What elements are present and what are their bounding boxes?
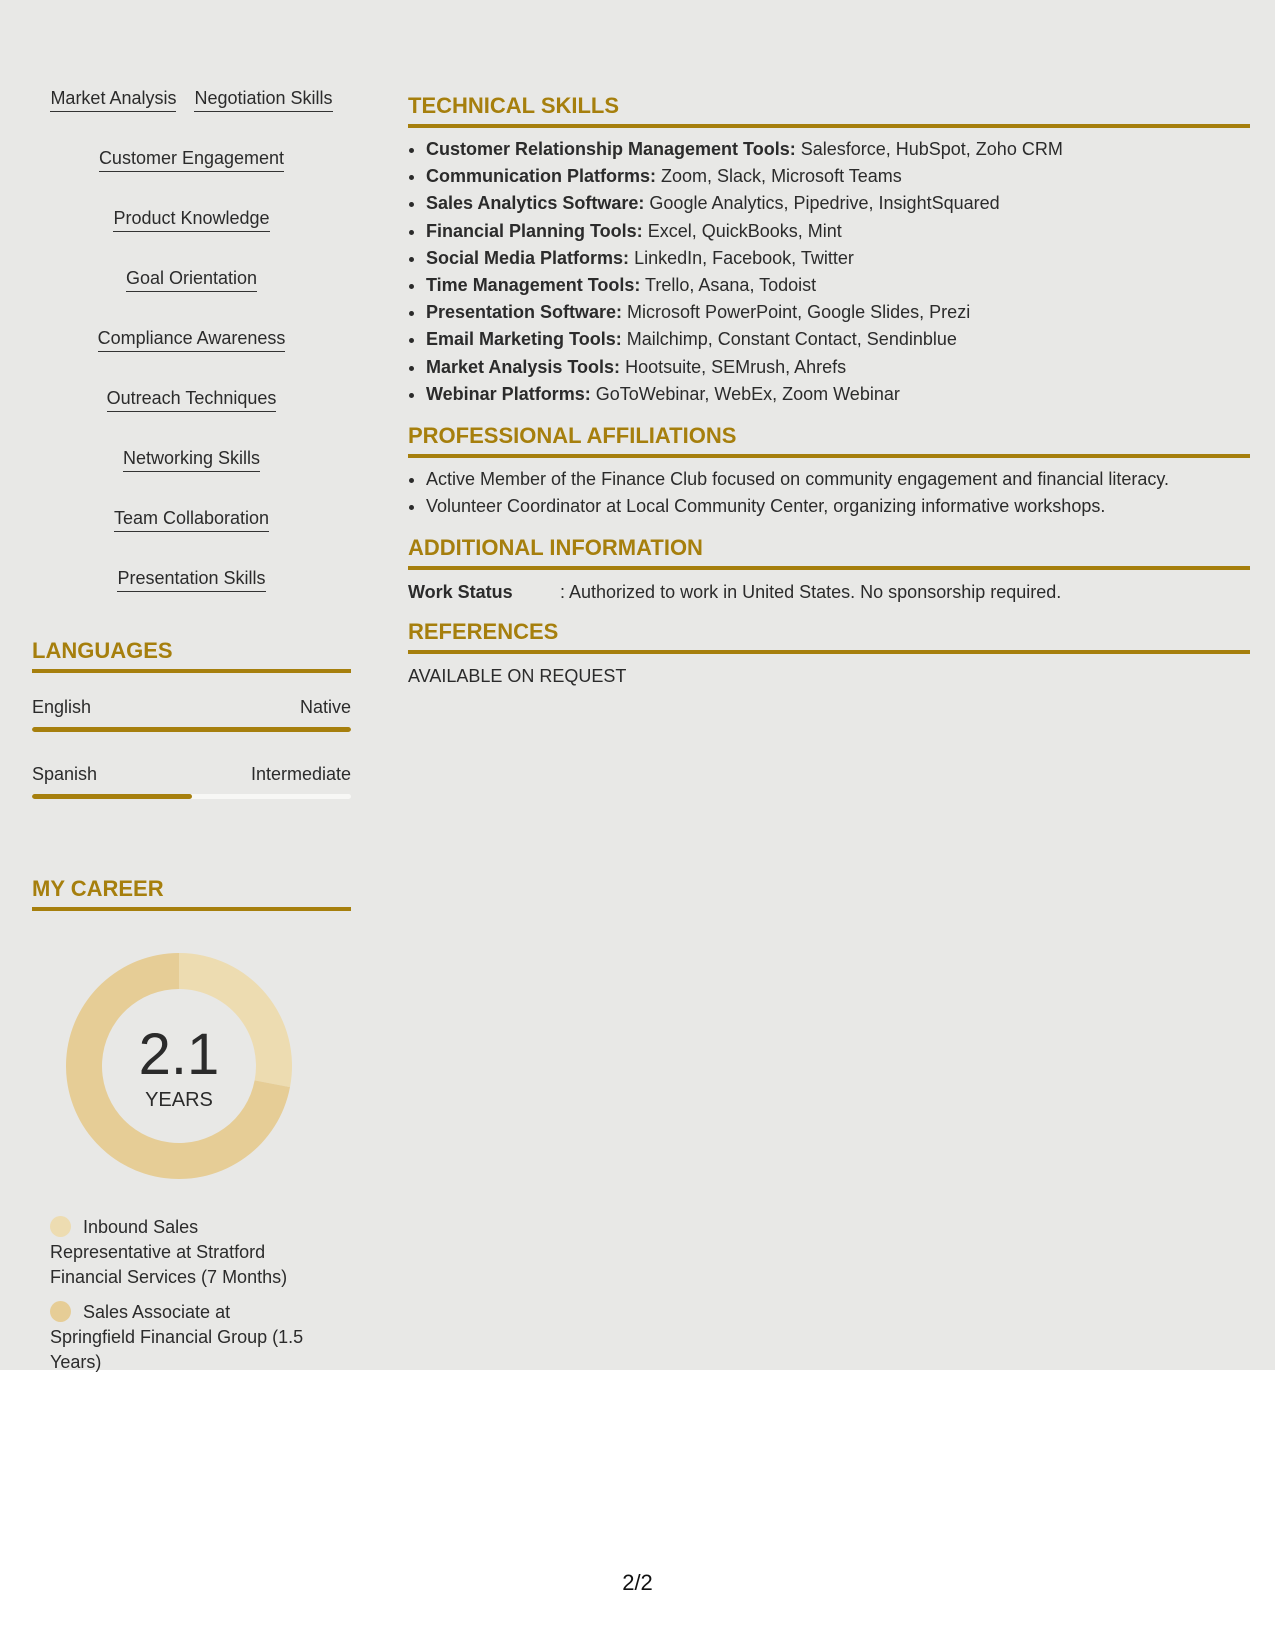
list-item: • Webinar Platforms: GoToWebinar, WebEx, Zoom Webinar	[426, 381, 1250, 408]
career-total-value: 2.1	[138, 1022, 220, 1087]
skill-tag: Product Knowledge	[113, 206, 269, 232]
skill-tag: Compliance Awareness	[98, 326, 286, 352]
language-name: English	[32, 697, 92, 717]
career-donut-chart	[66, 953, 292, 1179]
list-item: • Financial Planning Tools: Excel, QuickBooks, Mint	[426, 218, 1250, 245]
technical-skills-heading: TECHNICAL SKILLS	[408, 92, 1250, 128]
languages-heading: LANGUAGES	[32, 637, 351, 673]
list-item: • Volunteer Coordinator at Local Community Center, organizing informative workshops.	[426, 493, 1250, 520]
work-status-row	[408, 580, 1250, 604]
left-column	[32, 86, 351, 1385]
career-legend-item	[50, 1215, 320, 1290]
list-item: • Email Marketing Tools: Mailchimp, Constant Contact, Sendinblue	[426, 326, 1250, 353]
references-heading: REFERENCES	[408, 618, 1250, 654]
skill-tag: Team Collaboration	[114, 506, 269, 532]
language-level-fill	[32, 794, 192, 799]
career-legend-label: Sales Associate at Springfield Financial Group (1.5 Years)	[50, 1302, 304, 1372]
affiliations-list	[408, 466, 1250, 520]
language-level: Intermediate	[250, 764, 351, 784]
skill-tag: Networking Skills	[123, 446, 260, 472]
language-item	[32, 695, 351, 732]
language-name: Spanish	[32, 764, 98, 784]
legend-dot-icon	[50, 1216, 71, 1237]
technical-skills-list	[408, 136, 1250, 408]
career-legend	[50, 1215, 320, 1375]
work-status-value: : Authorized to work in United States. No sponsorship required.	[560, 582, 1062, 603]
legend-dot-icon	[50, 1301, 71, 1322]
skill-tag: Customer Engagement	[99, 146, 284, 172]
language-level: Native	[299, 697, 351, 717]
list-item: • Time Management Tools: Trello, Asana, Todoist	[426, 272, 1250, 299]
list-item: • Active Member of the Finance Club focused on community engagement and financial literacy.	[426, 466, 1250, 493]
list-item: • Communication Platforms: Zoom, Slack, Microsoft Teams	[426, 163, 1250, 190]
language-level-bar	[32, 727, 351, 732]
references-text: AVAILABLE ON REQUEST	[408, 666, 627, 687]
skill-tag: Outreach Techniques	[107, 386, 277, 412]
career-total-unit: YEARS	[145, 1089, 213, 1111]
career-legend-label: Inbound Sales Representative at Stratford Financial Services (7 Months)	[50, 1217, 288, 1287]
career-heading: MY CAREER	[32, 875, 351, 911]
skills-cloud	[32, 86, 351, 592]
language-item	[32, 762, 351, 799]
skill-tag: Negotiation Skills	[194, 86, 332, 112]
list-item: • Presentation Software: Microsoft PowerPoint, Google Slides, Prezi	[426, 299, 1250, 326]
list-item: • Market Analysis Tools: Hootsuite, SEMrush, Ahrefs	[426, 354, 1250, 381]
page-number: 2/2	[622, 1570, 653, 1595]
career-legend-item	[50, 1300, 320, 1375]
list-item: • Social Media Platforms: LinkedIn, Facebook, Twitter	[426, 245, 1250, 272]
skill-tag: Goal Orientation	[126, 266, 257, 292]
additional-info-heading: ADDITIONAL INFORMATION	[408, 534, 1250, 570]
list-item: • Customer Relationship Management Tools: Salesforce, HubSpot, Zoho CRM	[426, 136, 1250, 163]
work-status-label: Work Status	[408, 582, 513, 603]
list-item: • Sales Analytics Software: Google Analytics, Pipedrive, InsightSquared	[426, 190, 1250, 217]
language-level-fill	[32, 727, 351, 732]
affiliations-heading: PROFESSIONAL AFFILIATIONS	[408, 422, 1250, 458]
skill-tag: Market Analysis	[50, 86, 176, 112]
skill-tag: Presentation Skills	[117, 566, 265, 592]
right-column	[408, 92, 1250, 688]
language-level-bar	[32, 794, 351, 799]
